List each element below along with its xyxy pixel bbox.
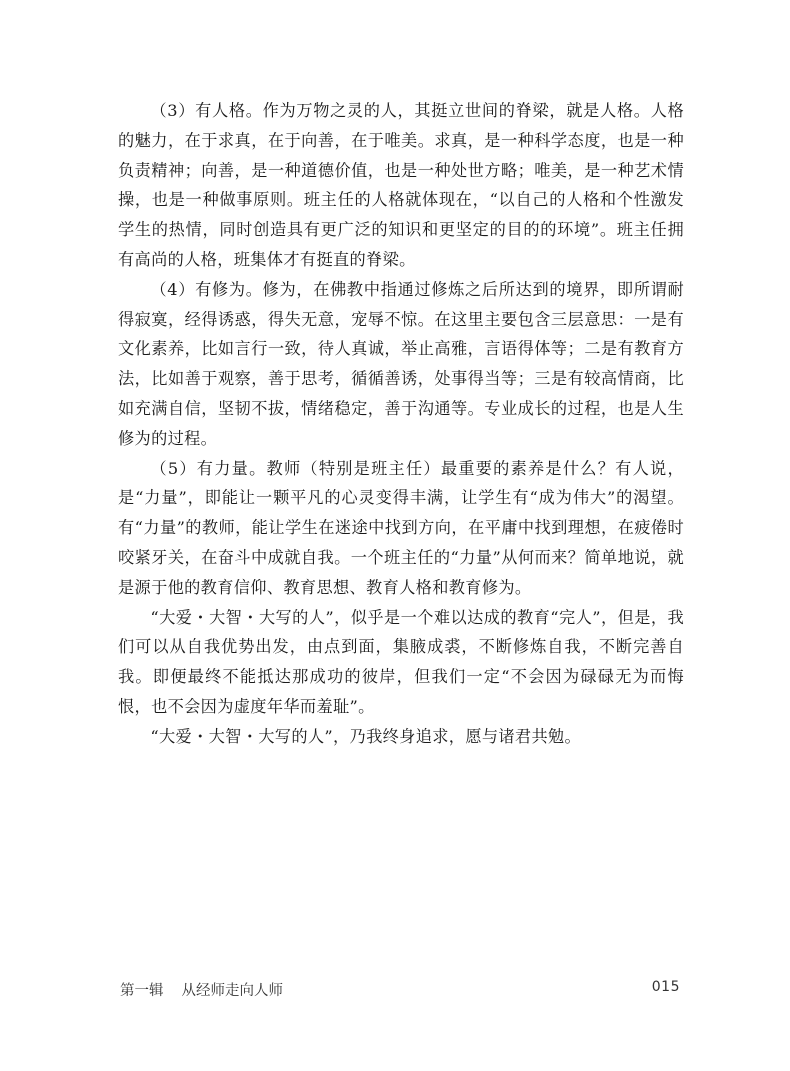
paragraph-closing: “大爱・大智・大写的人”，乃我终身追求，愿与诸君共勉。 xyxy=(150,726,582,746)
body-text xyxy=(118,96,684,752)
footer-chapter-title: 从经师走向人师 xyxy=(181,983,283,999)
running-footer xyxy=(120,979,283,1000)
paragraph-personality: （3）有人格。作为万物之灵的人，其挺立世间的脊梁，就是人格。人格的魅力，在于求真，在于向善，在于唯美。求真，是一种科学态度，也是一种负责精神；向善，是一种道德价值，也是一种处世方略；唯美，是一种艺术情操，也是一种做事原则。班主任的人格就体现在，“以自己的人格和个性激发学生的热情，同时创造具有更广泛的知识和更坚定的目的的环境”。班主任拥有高尚的人格，班集体才有挺直的脊梁。 xyxy=(118,101,684,269)
page-footer xyxy=(120,979,680,1003)
paragraph-strength: （5）有力量。教师（特别是班主任）最重要的素养是什么？有人说，是“力量”，即能让一颗平凡的心灵变得丰满，让学生有“成为伟大”的渴望。有“力量”的教师，能让学生在迷途中找到方向，在平庸中找到理想，在疲倦时咬紧牙关，在奋斗中成就自我。一个班主任的“力量”从何而来？简单地说，就是源于他的教育信仰、教育思想、教育人格和教育修为。 xyxy=(118,458,684,597)
paragraph-complete-person: “大爱・大智・大写的人”，似乎是一个难以达成的教育“完人”，但是，我们可以从自我优势出发，由点到面，集腋成裘，不断修炼自我，不断完善自我。即便最终不能抵达那成功的彼岸，但我们一定“不会因为碌碌无为而悔恨，也不会因为虚度年华而羞耻”。 xyxy=(118,607,684,716)
footer-section-label: 第一辑 xyxy=(120,983,164,999)
page-number: 015 xyxy=(651,979,680,995)
paragraph-cultivation: （4）有修为。修为，在佛教中指通过修炼之后所达到的境界，即所谓耐得寂寞，经得诱惑，得失无意，宠辱不惊。在这里主要包含三层意思：一是有文化素养，比如言行一致，待人真诚，举止高雅，言语得体等；二是有教育方法，比如善于观察，善于思考，循循善诱，处事得当等；三是有较高情商，比如充满自信，坚韧不拔，情绪稳定，善于沟通等。专业成长的过程，也是人生修为的过程。 xyxy=(118,279,684,448)
